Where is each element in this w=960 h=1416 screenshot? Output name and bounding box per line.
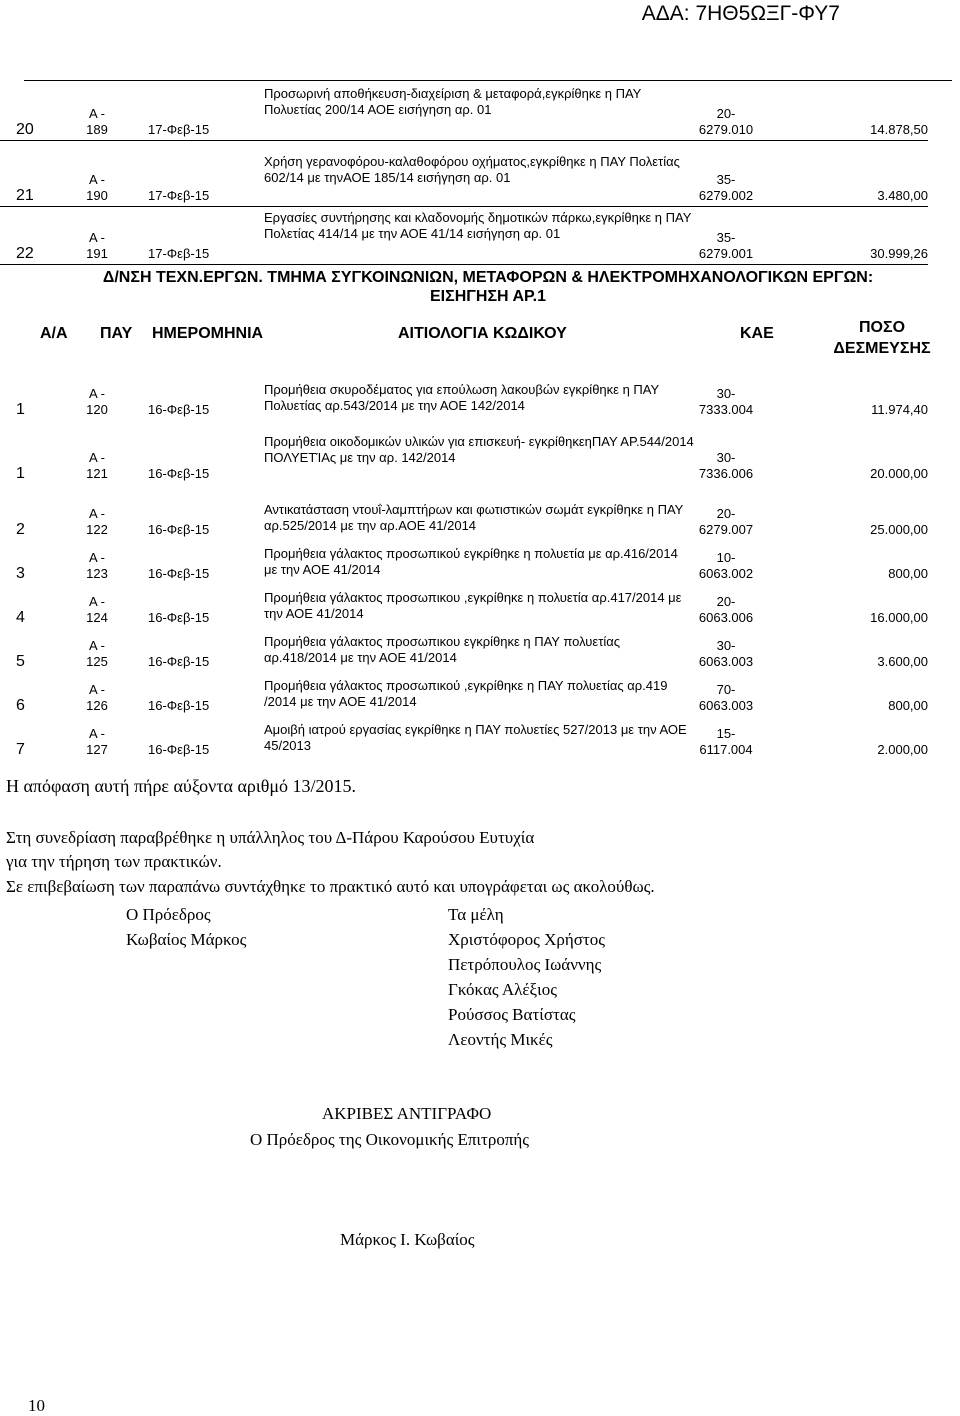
row-number: 20 <box>16 121 34 138</box>
paragraph-line2: για την τήρηση των πρακτικών. <box>6 852 222 871</box>
row-amount: 800,00 <box>888 566 928 581</box>
member-1: Χριστόφορος Χρήστος <box>448 930 605 949</box>
table-row <box>0 208 928 264</box>
table-row <box>0 632 928 672</box>
pay-code: Α - 121 <box>86 450 108 481</box>
row-number: 2 <box>16 521 25 538</box>
kae-code: 10- 6063.002 <box>698 550 754 581</box>
row-date: 17-Φεβ-15 <box>148 188 210 203</box>
row-date: 17-Φεβ-15 <box>148 122 210 137</box>
kae-code: 30- 7333.004 <box>698 386 754 417</box>
kae-code: 70- 6063.003 <box>698 682 754 713</box>
pay-code: Α - 191 <box>86 230 108 261</box>
kae-code: 30- 6063.003 <box>698 638 754 669</box>
kae-code: 30- 7336.006 <box>698 450 754 481</box>
row-reason: Προμήθεια γάλακτος προσωπικου ,εγκρίθηκε η πολυετία αρ.417/2014 με την ΑΟΕ 41/2014 <box>264 590 682 621</box>
row-amount: 11.974,40 <box>871 402 928 417</box>
row-number: 1 <box>16 401 25 418</box>
row-reason: Προμήθεια σκυροδέματος για επούλωση λακουβών εγκρίθηκε η ΠΑΥ Πολυετίας αρ.543/2014 με την ΑΟΕ 142/2014 <box>264 382 659 413</box>
row-reason: Προμήθεια οικοδομικών υλικών για επισκευή- εγκρίθηκεηΠΑΥ ΑΡ.544/2014 ΠΟΛΥΕΤΊΑς με την αρ. 142/2014 <box>264 434 694 465</box>
table-row <box>0 380 928 420</box>
row-reason: Προμήθεια γάλακτος προσωπικού ,εγκρίθηκε η ΠΑΥ πολυετίας αρ.419 /2014 με την ΑΟΕ 41/2014 <box>264 678 668 709</box>
table-row <box>0 500 928 540</box>
pay-code: Α - 127 <box>86 726 108 757</box>
kae-code: 35- 6279.002 <box>698 172 754 203</box>
paragraph-line3: Σε επιβεβαίωση των παραπάνω συντάχθηκε το πρακτικό αυτό και υπογράφεται ως ακολούθως. <box>6 877 655 896</box>
row-amount: 800,00 <box>888 698 928 713</box>
table-row <box>0 544 928 584</box>
pay-code: Α - 125 <box>86 638 108 669</box>
pay-code: Α - 123 <box>86 550 108 581</box>
signature-name: Μάρκος Ι. Κωβαίος <box>340 1230 475 1249</box>
members-label: Τα μέλη <box>448 905 504 924</box>
header-aa: Α/Α <box>40 325 68 342</box>
row-date: 16-Φεβ-15 <box>148 522 210 537</box>
kae-code: 20- 6279.007 <box>698 506 754 537</box>
row-number: 3 <box>16 565 25 582</box>
row-divider <box>0 206 928 207</box>
row-date: 16-Φεβ-15 <box>148 610 210 625</box>
row-amount: 20.000,00 <box>870 466 928 481</box>
row-amount: 3.600,00 <box>877 654 928 669</box>
row-amount: 16.000,00 <box>870 610 928 625</box>
header-reason: ΑΙΤΙΟΛΟΓΙΑ ΚΩΔΙΚΟΥ <box>398 325 567 342</box>
table-row <box>0 720 928 760</box>
row-reason: Χρήση γερανοφόρου-καλαθοφόρου οχήματος,εγκρίθηκε η ΠΑΥ Πολετίας 602/14 με τηνΑΟΕ 185/14 εισήγηση αρ. 01 <box>264 154 680 185</box>
kae-code: 35- 6279.001 <box>698 230 754 261</box>
table-row <box>0 152 928 206</box>
member-3: Γκόκας Αλέξιος <box>448 980 557 999</box>
row-divider <box>0 140 928 141</box>
member-2: Πετρόπουλος Ιωάννης <box>448 955 602 974</box>
row-reason: Αμοιβή ιατρού εργασίας εγκρίθηκε η ΠΑΥ πολυετίες 527/2013 με την ΑΟΕ 45/2013 <box>264 722 687 753</box>
table-header <box>24 312 952 356</box>
pay-code: Α - 189 <box>86 106 108 137</box>
paragraph-line1: Στη συνεδρίαση παραβρέθηκε η υπάλληλος του Δ-Πάρου Καρούσου Ευτυχία <box>6 828 535 847</box>
row-date: 16-Φεβ-15 <box>148 698 210 713</box>
row-date: 16-Φεβ-15 <box>148 742 210 757</box>
section-title-line2: ΕΙΣΗΓΗΣΗ ΑΡ.1 <box>430 288 546 305</box>
kae-code: 20- 6279.010 <box>698 106 754 137</box>
pay-code: Α - 190 <box>86 172 108 203</box>
president-name: Κωβαίος Μάρκος <box>126 930 247 949</box>
page-number: 10 <box>28 1396 45 1415</box>
section-title <box>24 268 952 306</box>
pay-code: Α - 122 <box>86 506 108 537</box>
row-date: 16-Φεβ-15 <box>148 402 210 417</box>
kae-code: 15- 6117.004 <box>699 726 753 757</box>
row-reason: Προμήθεια γάλακτος προσωπικου εγκρίθηκε η ΠΑΥ πολυετίας αρ.418/2014 με την ΑΟΕ 41/2014 <box>264 634 620 665</box>
row-reason: Εργασίες συντήρησης και κλαδονομής δημοτικών πάρκω,εγκρίθηκε η ΠΑΥ Πολετίας 414/14 με την ΑΟΕ 41/14 εισήγηση αρ. 01 <box>264 210 692 241</box>
decision-text: Η απόφαση αυτή πήρε αύξοντα αριθμό 13/2015. <box>6 776 357 796</box>
member-5: Λεοντής Μικές <box>448 1030 553 1049</box>
row-amount: 14.878,50 <box>870 122 928 137</box>
section-title-line1: Δ/ΝΣΗ ΤΕΧΝ.ΕΡΓΩΝ. ΤΜΗΜΑ ΣΥΓΚΟΙΝΩΝΙΩΝ, ΜΕΤΑΦΟΡΩΝ & ΗΛΕΚΤΡΟΜΗΧΑΝΟΛΟΓΙΚΩΝ ΕΡΓΩΝ: <box>102 269 874 286</box>
row-amount: 30.999,26 <box>870 246 928 261</box>
document-code: ΑΔΑ: 7ΗΘ5ΩΞΓ-ΦΥ7 <box>641 2 840 25</box>
row-reason: Προσωρινή αποθήκευση-διαχείριση & μεταφορά,εγκρίθηκε η ΠΑΥ Πολυετίας 200/14 ΑΟΕ εισήγηση αρ. 01 <box>264 86 642 117</box>
row-date: 16-Φεβ-15 <box>148 566 210 581</box>
row-number: 7 <box>16 741 25 758</box>
header-date: ΗΜΕΡΟΜΗΝΙΑ <box>152 325 264 342</box>
header-kae: ΚΑΕ <box>740 325 774 342</box>
row-number: 5 <box>16 653 25 670</box>
row-date: 16-Φεβ-15 <box>148 466 210 481</box>
row-amount: 2.000,00 <box>877 742 928 757</box>
header-amount: ΠΟΣΟ ΔΕΣΜΕΥΣΗΣ <box>833 319 931 357</box>
row-divider <box>0 264 928 265</box>
table-row <box>0 588 928 628</box>
pay-code: Α - 120 <box>86 386 108 417</box>
row-amount: 25.000,00 <box>870 522 928 537</box>
row-number: 21 <box>16 187 34 204</box>
table-row <box>0 432 928 484</box>
row-number: 1 <box>16 465 25 482</box>
row-date: 17-Φεβ-15 <box>148 246 210 261</box>
row-number: 6 <box>16 697 25 714</box>
row-reason: Αντικατάσταση ντουΐ-λαμπτήρων και φωτιστικών σωμάτ εγκρίθηκε η ΠΑΥ αρ.525/2014 με την αρ.ΑΟΕ 41/2014 <box>264 502 684 533</box>
row-reason: Προμήθεια γάλακτος προσωπικού εγκρίθηκε η πολυετία με αρ.416/2014 με την ΑΟΕ 41/2014 <box>264 546 678 577</box>
member-4: Ρούσσος Βατίστας <box>448 1005 576 1024</box>
pay-code: Α - 124 <box>86 594 108 625</box>
row-amount: 3.480,00 <box>877 188 928 203</box>
row-number: 4 <box>16 609 25 626</box>
row-number: 22 <box>16 245 34 262</box>
row-date: 16-Φεβ-15 <box>148 654 210 669</box>
top-table <box>24 80 952 81</box>
header-pay: ΠΑΥ <box>100 325 133 342</box>
kae-code: 20- 6063.006 <box>698 594 754 625</box>
president-label: Ο Πρόεδρος <box>126 905 211 924</box>
committee-president: Ο Πρόεδρος της Οικονομικής Επιτροπής <box>250 1130 530 1149</box>
pay-code: Α - 126 <box>86 682 108 713</box>
table-row <box>0 84 928 140</box>
certified-copy: ΑΚΡΙΒΕΣ ΑΝΤΙΓΡΑΦΟ <box>322 1104 492 1123</box>
table-row <box>0 676 928 716</box>
